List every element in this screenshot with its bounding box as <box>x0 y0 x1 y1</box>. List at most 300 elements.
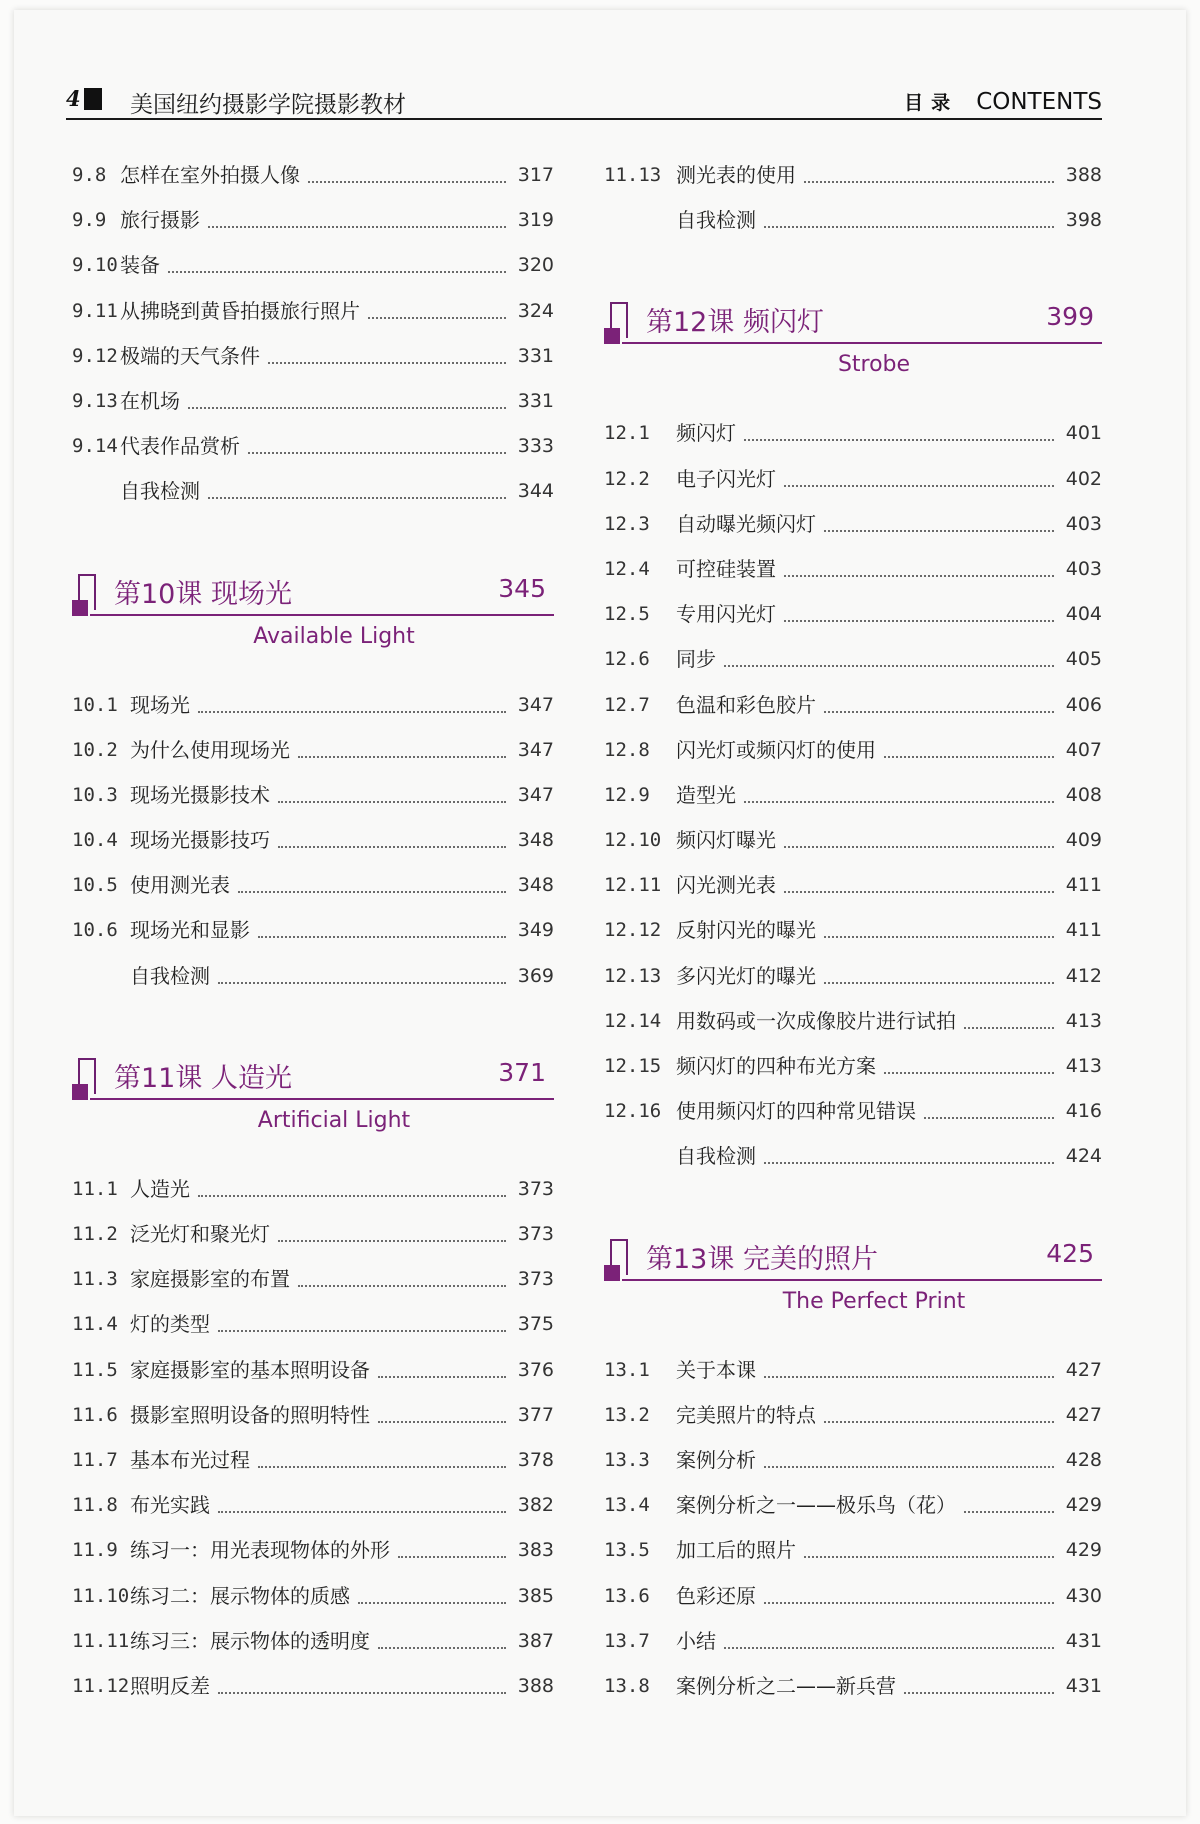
dot-leader <box>744 420 1054 441</box>
toc-entry-page: 407 <box>1065 738 1102 761</box>
toc-entry <box>72 1583 554 1628</box>
toc-entry-page: 347 <box>517 693 554 716</box>
dot-leader <box>218 963 506 984</box>
toc-entry-title: 灯的类型 <box>130 1312 210 1337</box>
toc-entry-title: 怎样在室外拍摄人像 <box>120 163 300 187</box>
chapter-bracket-icon <box>604 1239 626 1283</box>
chapter-page: 399 <box>1046 302 1094 332</box>
dot-leader <box>278 827 506 848</box>
toc-entry-title: 使用测光表 <box>130 873 230 898</box>
toc-entry-page: 319 <box>517 209 554 232</box>
dot-leader <box>308 162 506 183</box>
toc-entry <box>604 1143 1102 1188</box>
toc-entry-number: 9.12 <box>72 344 118 367</box>
toc-entry <box>604 917 1102 962</box>
dot-leader <box>964 1008 1054 1029</box>
toc-entry-page: 429 <box>1065 1539 1102 1562</box>
toc-entry <box>604 692 1102 737</box>
dot-leader <box>218 1311 506 1332</box>
toc-entry <box>72 162 554 207</box>
toc-entry-page: 373 <box>517 1177 554 1200</box>
toc-entry-number: 12.16 <box>604 1100 662 1123</box>
toc-entry-title: 布光实践 <box>130 1493 210 1518</box>
toc-entry-title: 自我检测 <box>676 1144 756 1169</box>
dot-leader <box>208 207 506 228</box>
dot-leader <box>278 782 506 803</box>
toc-entry-title: 照明反差 <box>130 1673 210 1698</box>
toc-entry <box>604 737 1102 782</box>
toc-entry-page: 427 <box>1065 1403 1102 1426</box>
dot-leader <box>238 872 506 893</box>
toc-entry-title: 造型光 <box>676 782 736 807</box>
toc-entry <box>604 207 1102 252</box>
toc-entry <box>604 556 1102 601</box>
toc-entry-title: 现场光摄影技术 <box>130 782 270 807</box>
toc-entry-title: 专用闪光灯 <box>676 602 776 627</box>
toc-entry-number: 13.3 <box>604 1448 650 1471</box>
chapter-subtitle: Artificial Light <box>257 1107 411 1133</box>
toc-entry-title: 现场光 <box>130 692 190 717</box>
toc-entry-title: 测光表的使用 <box>676 163 796 187</box>
page-number: 4 <box>66 86 81 111</box>
toc-entry-page: 430 <box>1065 1584 1102 1607</box>
dot-leader <box>218 1492 506 1513</box>
dot-leader <box>258 917 506 938</box>
dot-leader <box>378 1628 506 1649</box>
toc-entry-page: 411 <box>1065 874 1102 897</box>
toc-entry-title: 自我检测 <box>130 963 210 988</box>
toc-entry-title: 极端的天气条件 <box>120 343 260 368</box>
toc-entry-page: 403 <box>1065 512 1102 535</box>
dot-leader <box>358 1583 506 1604</box>
dot-leader <box>398 1537 506 1558</box>
toc-entry-title: 摄影室照明设备的照明特性 <box>130 1402 370 1427</box>
toc-entry <box>72 1311 554 1356</box>
toc-entry-title: 从拂晓到黄昏拍摄旅行照片 <box>120 298 360 323</box>
right-column <box>604 162 1102 1718</box>
toc-entry <box>72 692 554 737</box>
toc-entry-page: 388 <box>517 1674 554 1697</box>
toc-entry-title: 案例分析 <box>676 1447 756 1472</box>
chapter-page: 425 <box>1046 1238 1094 1268</box>
dot-leader <box>784 872 1054 893</box>
dot-leader <box>724 1628 1054 1649</box>
toc-entry-number: 9.11 <box>72 299 118 322</box>
toc-entry <box>72 1628 554 1673</box>
chapter-page: 371 <box>498 1057 546 1087</box>
dot-leader <box>188 388 506 409</box>
toc-entry <box>72 1402 554 1447</box>
dot-leader <box>764 1583 1054 1604</box>
toc-entry-number: 11.13 <box>604 164 662 186</box>
toc-entry <box>72 1266 554 1311</box>
toc-entry-page: 369 <box>517 964 554 987</box>
toc-entry-number: 12.13 <box>604 964 662 987</box>
toc-entry-page: 405 <box>1065 648 1102 671</box>
toc-entry <box>72 1673 554 1718</box>
toc-entry <box>604 782 1102 827</box>
toc-entry-page: 403 <box>1065 557 1102 580</box>
toc-entry <box>604 1628 1102 1673</box>
toc-entry <box>72 827 554 872</box>
toc-entry-number: 10.2 <box>72 738 118 761</box>
toc-entry <box>72 872 554 917</box>
toc-entry-number: 12.1 <box>604 422 650 445</box>
toc-entry-number: 12.9 <box>604 783 650 806</box>
dot-leader <box>168 252 506 273</box>
toc-entry-page: 431 <box>1065 1629 1102 1652</box>
toc-entry-title: 使用频闪灯的四种常见错误 <box>676 1099 916 1124</box>
toc-entry <box>72 207 554 252</box>
toc-entry <box>72 782 554 827</box>
toc-entry <box>604 466 1102 511</box>
toc-entry-title: 练习一：用光表现物体的外形 <box>130 1538 390 1563</box>
toc-entry-page: 373 <box>517 1223 554 1245</box>
toc-entry <box>604 601 1102 646</box>
chapter-bracket-icon <box>604 302 626 346</box>
toc-entry <box>604 1098 1102 1143</box>
toc-entry-page: 376 <box>517 1358 554 1381</box>
dot-leader <box>764 1447 1054 1468</box>
toc-entry-page: 388 <box>1065 164 1102 186</box>
toc-entry <box>72 433 554 478</box>
toc-entry-page: 377 <box>517 1403 554 1426</box>
chapter-subtitle: Available Light <box>253 623 415 649</box>
toc-entry <box>604 1537 1102 1582</box>
toc-entry-page: 344 <box>517 480 554 503</box>
toc-entry-title: 同步 <box>676 647 716 672</box>
toc-entry-number: 9.14 <box>72 435 118 458</box>
toc-entry-title: 在机场 <box>120 388 180 413</box>
toc-entry-title: 案例分析之二——新兵营 <box>676 1673 896 1698</box>
chapter-page: 345 <box>498 573 546 603</box>
toc-entry-page: 411 <box>1065 919 1102 942</box>
toc-entry-number: 13.2 <box>604 1403 650 1426</box>
toc-entry <box>72 1221 554 1266</box>
ch12-list <box>604 420 1102 1188</box>
dot-leader <box>764 1143 1054 1164</box>
chapter-rule <box>90 1098 554 1100</box>
toc-entry-page: 427 <box>1065 1358 1102 1381</box>
dot-leader <box>258 1447 506 1468</box>
toc-entry-number: 10.3 <box>72 783 118 806</box>
toc-entry-page: 375 <box>517 1313 554 1336</box>
toc-entry-number: 11.5 <box>72 1358 118 1381</box>
dot-leader <box>824 917 1054 938</box>
toc-entry-page: 347 <box>517 738 554 761</box>
toc-entry-title: 加工后的照片 <box>676 1538 796 1563</box>
toc-entry-page: 320 <box>517 254 554 277</box>
toc-entry <box>604 963 1102 1008</box>
toc-entry-title: 基本布光过程 <box>130 1447 250 1472</box>
toc-entry <box>72 737 554 782</box>
toc-entry-title: 现场光摄影技巧 <box>130 828 270 853</box>
toc-entry-number: 12.14 <box>604 1009 662 1032</box>
toc-entry-title: 反射闪光的曝光 <box>676 918 816 943</box>
chapter-bracket-icon <box>72 1058 94 1102</box>
toc-entry-number: 13.7 <box>604 1629 650 1652</box>
dot-leader <box>764 207 1054 228</box>
toc-entry-page: 385 <box>517 1584 554 1607</box>
dot-leader <box>278 1221 506 1242</box>
toc-entry-page: 348 <box>517 829 554 852</box>
toc-entry-page: 429 <box>1065 1494 1102 1517</box>
toc-entry-page: 317 <box>517 164 554 186</box>
toc-entry-page: 333 <box>517 435 554 458</box>
toc-entry-title: 频闪灯曝光 <box>676 828 776 853</box>
toc-entry-number: 12.4 <box>604 557 650 580</box>
toc-entry-title: 多闪光灯的曝光 <box>676 963 816 988</box>
dot-leader <box>884 1053 1054 1074</box>
toc-entry-number: 12.7 <box>604 693 650 716</box>
toc-entry-title: 小结 <box>676 1628 716 1653</box>
toc-entry-number: 13.8 <box>604 1674 650 1697</box>
toc-entry-page: 413 <box>1065 1009 1102 1032</box>
toc-entry <box>72 1447 554 1492</box>
toc-entry-number: 9.8 <box>72 164 107 186</box>
toc-entry-title: 家庭摄影室的布置 <box>130 1267 290 1292</box>
dot-leader <box>764 1357 1054 1378</box>
toc-entry-page: 412 <box>1065 964 1102 987</box>
toc-entry-title: 关于本课 <box>676 1357 756 1382</box>
ch11-list <box>72 1176 554 1718</box>
toc-entry <box>604 1053 1102 1098</box>
toc-entry <box>604 1673 1102 1718</box>
toc-entry-page: 378 <box>517 1448 554 1471</box>
chapter-title: 第12课 频闪灯 <box>646 307 824 339</box>
ch11-cont-list <box>604 162 1102 252</box>
toc-entry-number: 12.12 <box>604 919 662 942</box>
toc-entry-title: 用数码或一次成像胶片进行试拍 <box>676 1008 956 1033</box>
toc-entry-number: 12.2 <box>604 467 650 490</box>
contents-label <box>904 88 1102 115</box>
toc-entry-number: 11.2 <box>72 1223 118 1245</box>
toc-entry-title: 练习二：展示物体的质感 <box>130 1583 350 1608</box>
header-block-mark <box>84 88 102 110</box>
dot-leader <box>198 692 506 713</box>
toc-entry-page: 349 <box>517 919 554 942</box>
toc-entry-page: 382 <box>517 1494 554 1517</box>
toc-entry-number: 11.1 <box>72 1177 118 1200</box>
toc-entry-page: 428 <box>1065 1448 1102 1471</box>
toc-entry-number: 10.6 <box>72 919 118 942</box>
toc-entry-number: 13.4 <box>604 1494 650 1517</box>
dot-leader <box>784 466 1054 487</box>
toc-entry-page: 373 <box>517 1268 554 1291</box>
toc-entry-number: 10.1 <box>72 693 118 716</box>
toc-entry-number: 12.11 <box>604 874 662 897</box>
toc-entry-number: 11.3 <box>72 1268 118 1291</box>
toc-entry-title: 案例分析之一——极乐鸟（花） <box>676 1493 956 1518</box>
chapter-12-header <box>604 282 1102 420</box>
dot-leader <box>784 601 1054 622</box>
dot-leader <box>378 1357 506 1378</box>
toc-entry-page: 416 <box>1065 1100 1102 1123</box>
toc-entry-number: 11.6 <box>72 1403 118 1426</box>
toc-entry-title: 练习三：展示物体的透明度 <box>130 1628 370 1653</box>
toc-entry <box>604 872 1102 917</box>
toc-entry-title: 可控硅装置 <box>676 556 776 581</box>
ch9-list <box>72 162 554 524</box>
toc-entry-page: 331 <box>517 389 554 412</box>
dot-leader <box>804 1537 1054 1558</box>
dot-leader <box>924 1098 1054 1119</box>
toc-entry-title: 频闪灯 <box>676 421 736 446</box>
ch13-list <box>604 1357 1102 1719</box>
toc-entry <box>72 917 554 962</box>
toc-entry-page: 409 <box>1065 829 1102 852</box>
toc-entry-page: 413 <box>1065 1055 1102 1077</box>
toc-entry-number: 13.5 <box>604 1539 650 1562</box>
toc-entry-title: 自动曝光频闪灯 <box>676 511 816 536</box>
chapter-title: 第13课 完美的照片 <box>646 1243 878 1275</box>
toc-entry-number: 13.6 <box>604 1584 650 1607</box>
dot-leader <box>824 692 1054 713</box>
toc-entry-number: 10.5 <box>72 874 118 897</box>
toc-entry-number: 9.13 <box>72 389 118 412</box>
toc-entry-page: 387 <box>517 1629 554 1652</box>
chapter-rule <box>622 342 1102 344</box>
toc-entry-page: 398 <box>1065 209 1102 232</box>
toc-entry-title: 完美照片的特点 <box>676 1402 816 1427</box>
chapter-rule <box>622 1279 1102 1281</box>
chapter-rule <box>90 614 554 616</box>
toc-entry-page: 406 <box>1065 693 1102 716</box>
toc-entry-number: 10.4 <box>72 829 118 852</box>
dot-leader <box>744 782 1054 803</box>
toc-entry-number: 12.6 <box>604 648 650 671</box>
toc-entry-number: 12.5 <box>604 603 650 626</box>
book-title: 美国纽约摄影学院摄影教材 <box>130 92 406 118</box>
toc-entry-title: 自我检测 <box>120 479 200 504</box>
toc-entry-title: 人造光 <box>130 1176 190 1201</box>
dot-leader <box>784 827 1054 848</box>
toc-entry-title: 自我检测 <box>676 208 756 233</box>
toc-entry <box>604 1357 1102 1402</box>
toc-entry <box>604 827 1102 872</box>
toc-entry <box>604 162 1102 207</box>
toc-entry-title: 装备 <box>120 253 160 278</box>
chapter-10-header <box>72 554 554 692</box>
toc-entry-number: 11.8 <box>72 1494 118 1517</box>
toc-entry-number: 13.1 <box>604 1358 650 1381</box>
chapter-subtitle: Strobe <box>837 352 911 378</box>
toc-entry-title: 代表作品赏析 <box>120 434 240 459</box>
dot-leader <box>208 478 506 499</box>
toc-entry-number: 11.9 <box>72 1539 118 1562</box>
toc-entry <box>604 1492 1102 1537</box>
toc-entry-page: 324 <box>517 299 554 322</box>
toc-entry <box>604 1008 1102 1053</box>
dot-leader <box>218 1673 506 1694</box>
toc-entry <box>72 1357 554 1402</box>
dot-leader <box>368 298 506 319</box>
toc-entry <box>604 1583 1102 1628</box>
toc-entry-page: 402 <box>1065 467 1102 490</box>
toc-entry <box>72 343 554 388</box>
toc-entry-page: 401 <box>1065 422 1102 445</box>
toc-entry <box>72 252 554 297</box>
toc-entry-number: 11.10 <box>72 1584 130 1607</box>
toc-entry-number: 11.11 <box>72 1629 130 1652</box>
toc-entry-page: 424 <box>1065 1145 1102 1168</box>
dot-leader <box>824 963 1054 984</box>
chapter-title: 第11课 人造光 <box>114 1062 292 1094</box>
toc-entry <box>604 646 1102 691</box>
toc-entry-title: 闪光测光表 <box>676 873 776 898</box>
dot-leader <box>248 433 506 454</box>
chapter-11-header <box>72 1038 554 1176</box>
chapter-13-header <box>604 1219 1102 1357</box>
dot-leader <box>298 1266 506 1287</box>
toc-entry-title: 现场光和显影 <box>130 918 250 943</box>
toc-entry-page: 408 <box>1065 783 1102 806</box>
dot-leader <box>964 1492 1054 1513</box>
dot-leader <box>268 343 506 364</box>
toc-entry <box>604 1402 1102 1447</box>
toc-entry <box>604 420 1102 465</box>
toc-entry-title: 闪光灯或频闪灯的使用 <box>676 737 876 762</box>
toc-entry-number: 12.3 <box>604 512 650 535</box>
dot-leader <box>784 556 1054 577</box>
toc-entry <box>604 511 1102 556</box>
chapter-bracket-icon <box>72 574 94 618</box>
running-header <box>66 84 1102 120</box>
toc-entry-number: 12.10 <box>604 829 662 852</box>
dot-leader <box>904 1673 1054 1694</box>
toc-entry <box>72 1492 554 1537</box>
toc-entry-title: 频闪灯的四种布光方案 <box>676 1054 876 1078</box>
toc-entry-number: 11.4 <box>72 1313 118 1336</box>
toc-entry-page: 331 <box>517 344 554 367</box>
toc-entry <box>72 478 554 523</box>
toc-entry-number: 9.9 <box>72 209 107 232</box>
toc-entry-page: 383 <box>517 1539 554 1562</box>
dot-leader <box>724 646 1054 667</box>
chapter-subtitle: The Perfect Print <box>782 1288 966 1314</box>
toc-entry-title: 泛光灯和聚光灯 <box>130 1222 270 1246</box>
toc-entry-number: 12.8 <box>604 738 650 761</box>
toc-entry-title: 电子闪光灯 <box>676 466 776 491</box>
ch10-list <box>72 692 554 1008</box>
contents-label-en: CONTENTS <box>976 89 1102 115</box>
toc-entry <box>72 1176 554 1221</box>
toc-entry-title: 色彩还原 <box>676 1583 756 1608</box>
toc-entry-title: 家庭摄影室的基本照明设备 <box>130 1357 370 1382</box>
toc-entry <box>72 298 554 343</box>
dot-leader <box>378 1402 506 1423</box>
dot-leader <box>824 1402 1054 1423</box>
toc-entry-title: 色温和彩色胶片 <box>676 692 816 717</box>
toc-entry-number: 12.15 <box>604 1055 662 1077</box>
toc-entry-page: 348 <box>517 874 554 897</box>
toc-entry <box>72 388 554 433</box>
toc-entry <box>72 1537 554 1582</box>
toc-entry-number: 11.7 <box>72 1448 118 1471</box>
left-column <box>72 162 554 1718</box>
dot-leader <box>198 1176 506 1197</box>
toc-entry-title: 为什么使用现场光 <box>130 737 290 762</box>
toc-entry <box>604 1447 1102 1492</box>
toc-entry-title: 旅行摄影 <box>120 208 200 233</box>
toc-entry <box>72 963 554 1008</box>
chapter-title: 第10课 现场光 <box>114 578 292 610</box>
toc-entry-page: 404 <box>1065 603 1102 626</box>
dot-leader <box>298 737 506 758</box>
dot-leader <box>884 737 1054 758</box>
dot-leader <box>804 162 1054 183</box>
toc-entry-number: 11.12 <box>72 1674 130 1697</box>
